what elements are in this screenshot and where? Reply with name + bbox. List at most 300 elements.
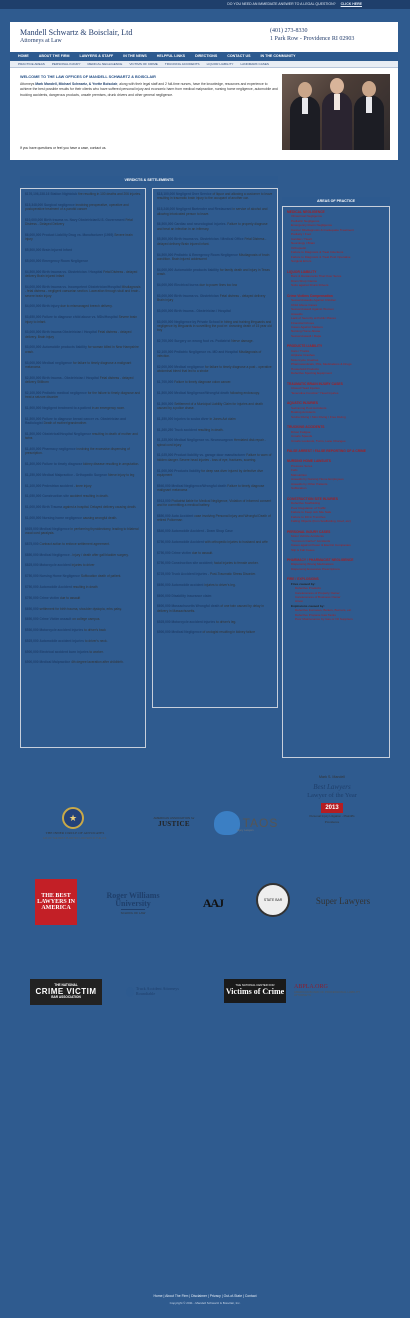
verdict-case: Failure to timely diagnose: [42, 462, 83, 467]
verdict-case: Automobile Accident: [39, 584, 72, 589]
award-title: Lawyer of the Year: [307, 792, 357, 800]
practice-link[interactable]: Assaults by Nursing Home Employees: [291, 477, 344, 482]
practice-link[interactable]: Driver Fatigue: [291, 429, 311, 434]
click-here-link[interactable]: CLICK HERE: [340, 2, 362, 7]
verdict-case: Surgical negligence: [43, 202, 75, 207]
verdict-detail: involving the excessive dispensing of prescription.: [25, 447, 130, 456]
practice-group: [287, 210, 385, 264]
practice-link[interactable]: Failure to Diagnosis & Treat Post Operative: [291, 254, 351, 259]
practice-link[interactable]: Pressure Sores: [291, 463, 313, 468]
practice-link[interactable]: Sexual Assault / Rape: [291, 333, 322, 338]
verdict-amount: $750,000: [157, 561, 171, 566]
verdict-item: [157, 339, 273, 343]
practice-link[interactable]: Defective Sporting Equipment: [291, 371, 332, 376]
practice-link[interactable]: Cardiac / Heart: [291, 236, 312, 241]
verdict-amount: $1,000,000: [25, 505, 42, 510]
nav-item[interactable]: HELPFUL LINKS: [156, 54, 186, 59]
ncvb-bottom: BAR ASSOCIATION: [51, 995, 81, 1000]
practice-link[interactable]: Falls: [291, 468, 298, 473]
verdict-detail: due to assault.: [190, 550, 214, 555]
verdict-case: Pedestrian accident: [42, 483, 73, 488]
practice-link[interactable]: Pharmaceuticals, Pills, Medications & Drugs: [291, 362, 352, 367]
practice-link[interactable]: Poor Maintenance by Gas or Oil Suppliers: [295, 617, 353, 622]
award-year: 2013: [321, 803, 342, 813]
practice-group-heading[interactable]: TRAUMATIC BRAIN INJURY CASES: [287, 381, 343, 386]
subnav-item[interactable]: PRACTICE AREAS: [18, 61, 45, 66]
verdict-amount: $850,000: [157, 513, 171, 518]
subnav-item[interactable]: PERSONAL INJURY: [51, 61, 81, 66]
practice-link[interactable]: Lack of Security at Public Places: [291, 316, 336, 321]
verdict-case: Auto Accident: [171, 513, 194, 518]
practice-link[interactable]: Cancer Misdiagnosis & Inadequate Treatment: [291, 227, 354, 232]
subnav-item[interactable]: MEDICAL NEGLIGENCE: [87, 61, 123, 66]
roundtable-icon: [126, 987, 134, 997]
verdict-case: Truck Accident Injuries: [171, 572, 208, 577]
practice-link[interactable]: Child Abuse Cases: [291, 302, 318, 307]
taos-logo[interactable]: [206, 809, 286, 837]
verdict-detail: for family death and injury in Texas crash.: [157, 267, 270, 277]
ncvb-main: CRIME VICTIM: [35, 986, 97, 996]
award-brand: Best Lawyers: [313, 782, 351, 791]
footer-links[interactable]: Home | About The Firm | Disclaimer | Privacy | Out-of-State | Contact: [153, 1294, 257, 1298]
intro-section: [10, 68, 398, 160]
phone-number[interactable]: (401) 273-8330: [270, 28, 308, 34]
verdict-detail: injuries to driver: [70, 563, 95, 568]
subnav-item[interactable]: TRUCKING ACCIDENTS: [164, 61, 200, 66]
verdict-case: Nursing Home Negligence: [39, 574, 80, 579]
verdict-detail: for failure to timely diagnose a malignant melanoma.: [25, 360, 132, 369]
verdict-item: [25, 304, 141, 308]
site-footer: [0, 1290, 410, 1314]
verdict-case: Birth trauma vs. Obstetrician: [174, 293, 219, 298]
aaj-logo-top: AMERICAN ASSOCIATION for: [153, 816, 195, 821]
verdict-amount: $2,000,000: [157, 364, 174, 369]
verdict-detail: on college campus.: [71, 617, 101, 622]
roger-williams-logo[interactable]: [102, 891, 164, 917]
verdict-case: Medical Malpractice - Orthopedic Surgeon: [42, 472, 108, 477]
top-banner: [0, 0, 410, 9]
verdict-case: Medical negligence: [174, 364, 204, 369]
practice-link[interactable]: Carelessness of Business Owner: [295, 594, 341, 599]
verdict-item: [25, 259, 141, 263]
practice-link[interactable]: Suffocation: [291, 486, 307, 491]
verdict-detail: kidney disease resulting in amputation.: [82, 462, 140, 467]
verdict-item: [25, 315, 141, 324]
verdict-case: Failure to diagnose child abuse vs. MDs/Hospital: [42, 315, 118, 320]
verdict-case: Construction site accident: [171, 561, 213, 566]
verdict-item: [157, 529, 273, 533]
verdict-amount: $10,000,000: [25, 217, 44, 222]
verdicts-column-right: [152, 188, 278, 708]
nav-item[interactable]: LAWYERS & STAFF: [79, 54, 114, 59]
practice-link[interactable]: Swimming Pool Accidents: [291, 405, 327, 410]
verdict-case: Electrical accident burn injuries: [39, 649, 89, 654]
verdict-amount: $850,000: [25, 552, 39, 557]
crime-victim-bar-logo[interactable]: [30, 979, 102, 1005]
verdict-amount: $6,500,000: [157, 222, 174, 227]
subnav-item[interactable]: LANDMARK CASES: [240, 61, 269, 66]
subnav-item[interactable]: VICTIMS OF CRIME: [129, 61, 158, 66]
verdict-case: Automobile accident injuries: [39, 638, 84, 643]
verdict-item: [25, 361, 141, 370]
nav-item[interactable]: HOME: [18, 54, 29, 59]
practice-link[interactable]: Pediatric Negligence: [291, 218, 320, 223]
verdict-case: Medical Negligence/Wrongful death: [171, 483, 227, 488]
practice-group-heading[interactable]: PERSONAL INJURY CASES: [287, 529, 331, 534]
practice-link[interactable]: Airplane Crashes: [291, 353, 315, 358]
practice-link[interactable]: Defective Propane Gas Tanks: [295, 612, 336, 617]
practice-group-heading[interactable]: NURSING HOME LAWSUITS: [287, 459, 331, 464]
practice-group: [287, 425, 385, 443]
verdict-item: [157, 417, 273, 421]
verdict-amount: $3,000,000: [25, 345, 42, 350]
practice-link[interactable]: Poor Regulation of Traffic: [291, 505, 326, 510]
verdict-case: Medical Negligence: [171, 630, 202, 635]
practice-group-heading[interactable]: MEDICAL NEGLIGENCE: [287, 210, 325, 214]
practice-link[interactable]: Surgical Errors: [291, 259, 312, 264]
practice-link[interactable]: Sexual Assault Against Women: [291, 307, 334, 312]
practice-link[interactable]: Dispensing Wrong Medications: [291, 562, 334, 567]
practice-link[interactable]: Arson: [295, 599, 304, 604]
verdict-detail: in Jones Act claim: [208, 416, 236, 421]
verdict-amount: $530,000: [25, 628, 39, 633]
verdict-case: Birth injury: [42, 304, 60, 309]
verdict-amount: $4,000,000: [157, 267, 174, 272]
nav-item[interactable]: IN THE COMMUNITY: [260, 54, 296, 59]
verdict-detail: Misdiagnosis of infection.: [157, 349, 262, 359]
super-lawyers-logo[interactable]: Super Lawyers: [315, 895, 371, 906]
verdict-case: Disability insurance claim: [171, 593, 212, 598]
verdict-case: Medical Negligence: [39, 526, 70, 531]
practice-group-heading[interactable]: CONSTRUCTION SITE INJURIES: [287, 496, 338, 501]
verdict-item: [157, 391, 273, 395]
practice-group-heading[interactable]: PRODUCTS LIABILITY: [287, 344, 323, 349]
intro-lead: Attorneys: [20, 82, 36, 86]
aaj-logo-main: JUSTICE: [158, 820, 190, 829]
verdict-amount: $650,000: [25, 617, 39, 622]
verdict-amount: $1,900,000: [25, 405, 42, 410]
practice-link[interactable]: Emergency Room Negligence: [291, 223, 333, 228]
verdict-amount: $750,000: [25, 595, 39, 600]
verdict-amount: $725,000: [157, 572, 171, 577]
verdict-case: Birth trauma vs. Incompetent Obstetrician/Hospital: [42, 284, 121, 289]
verdict-case: Obstetrical/Hospital Negligence: [42, 431, 92, 436]
verdict-detail: Nerve damage.: [230, 339, 254, 344]
practice-link[interactable]: Defective Products: [295, 586, 321, 591]
practice-link[interactable]: Orthopedic: [291, 245, 307, 250]
practice-link[interactable]: Dispensing Excessive Prescriptions: [291, 566, 340, 571]
verdict-detail: to driver's leg.: [215, 619, 237, 624]
attorneys-photo: [282, 74, 390, 150]
practice-link[interactable]: Podiatry / Foot: [291, 232, 312, 237]
practice-link[interactable]: Financial Crimes: [291, 320, 315, 325]
verdict-detail: resulting in death of mother and twins: [25, 431, 138, 441]
practice-link[interactable]: Cars / Trucks: [291, 348, 310, 353]
practice-link[interactable]: Scuba Diving / Skin Diving / Free Diving: [291, 414, 346, 419]
verdict-detail: Suffocation death of patient.: [79, 574, 122, 579]
verdict-item: [25, 432, 141, 441]
verdict-item: [25, 639, 141, 643]
nav-item[interactable]: ABOUT THE FIRM: [38, 54, 70, 59]
verdict-item: [25, 391, 141, 400]
verdict-amount: $1,500,000: [25, 416, 42, 421]
inner-circle-caption: THE INNER CIRCLE OF ADVOCATES: [45, 831, 105, 835]
verdict-amount: $1,300,000: [25, 462, 42, 467]
verdict-item: [157, 402, 273, 411]
nav-item[interactable]: DIRECTIONS: [195, 54, 218, 59]
verdict-case: Pediatric medical negligence: [42, 390, 87, 395]
verdict-amount: $1,250,000: [25, 472, 42, 477]
practice-group-heading[interactable]: LIQUOR LIABILITY: [287, 269, 317, 274]
nav-item[interactable]: IN THE NEWS: [123, 54, 147, 59]
practice-group: [287, 270, 385, 288]
practice-group: [287, 558, 385, 571]
verdict-item: [25, 248, 141, 252]
rwu-line3: SCHOOL OF LAW: [120, 911, 146, 916]
practice-link[interactable]: Slip & Fall Cases: [291, 547, 315, 552]
practice-link[interactable]: Unsafe Speeds: [291, 434, 313, 439]
verdict-case: Crime Victim assault: [39, 617, 72, 622]
bar-seal-text: STATE BAR: [263, 897, 283, 902]
verdict-case: Motorcycle accident: [39, 563, 71, 568]
verdict-amount: $3,000,000: [157, 308, 174, 313]
verdict-item: [25, 406, 141, 410]
verdict-case: Automobile products liability: [174, 267, 219, 272]
verdict-case: Negligent treatment to a patient: [42, 405, 91, 410]
award-category: Personal Injury Litigation - Plaintiffs: [309, 814, 355, 819]
verdict-case: Pediatric & Emergency Room Negligence: [174, 252, 238, 257]
verdict-item: [25, 607, 141, 611]
verdict-detail: Fetal Distress - delayed delivery Brain injured infant: [25, 269, 138, 279]
verdict-detail: ; facial injuries to female worker.: [212, 561, 259, 566]
abpla-logo[interactable]: [294, 979, 376, 1001]
verdict-amount: $525,000: [157, 619, 171, 624]
aaj-justice-logo[interactable]: [145, 813, 203, 833]
verdict-detail: of one twin caused by delay in delivery in Massachusetts.: [157, 604, 264, 613]
verdict-detail: Severe brain injury: [25, 233, 133, 242]
verdict-detail: following endoscopy.: [229, 390, 260, 395]
vic-top: THE NATIONAL CENTER FOR: [235, 982, 275, 987]
verdict-detail: for failure to timely diagnose a post - operative abdominal bleed that led to a stroke: [157, 364, 272, 374]
practice-link[interactable]: Falling Objects (from Scaffolding, Roof, etc): [291, 519, 351, 524]
verdict-amount: $18,100,000: [157, 192, 176, 196]
practice-link[interactable]: Assaults by Other Patients: [291, 481, 328, 486]
verdict-case: Birth trauma - Obstetrician / Hospital: [42, 375, 99, 380]
bar-seal-icon[interactable]: [256, 883, 290, 917]
verdict-item: [157, 320, 273, 333]
verdict-detail: - injury / death after gall bladder surgery.: [69, 552, 129, 557]
verdict-detail: settlement for birth trauma, shoulder dystopia, erbs palsy.: [39, 606, 122, 611]
practice-group-heading[interactable]: TRUCKING ACCIDENTS: [287, 425, 325, 430]
rwu-line2: University: [115, 899, 151, 909]
verdict-case: Motorcycle accident injuries: [39, 628, 84, 633]
practice-link[interactable]: Cases against Power & Electric Companies: [291, 543, 351, 548]
vic-main: Victims of Crime: [225, 987, 285, 997]
verdict-item: [157, 514, 273, 523]
verdict-item: [25, 650, 141, 654]
verdict-amount: $2,700,000: [157, 339, 174, 344]
practice-link[interactable]: "Common Carrier" Accidents: [291, 538, 331, 543]
verdict-detail: to driver's back: [83, 628, 106, 633]
verdict-amount: $600,000: [157, 604, 171, 609]
affiliation-logos: [10, 767, 398, 1287]
verdict-case: Medical negligence: [42, 360, 72, 365]
verdict-amount: $500,000: [25, 660, 39, 665]
verdict-item: [157, 630, 273, 634]
verdict-case: Medical Negligence vs. Neurosurgeon: [174, 438, 233, 443]
taos-logo-subtext: Injury Lawyers: [237, 829, 254, 832]
practice-group-heading[interactable]: Crime Victims Compensation: [287, 293, 333, 298]
intro-body: , along with their legal staff and 2 full-time nurses, have the knowledge, resources and experience to achieve the best possible results for their clients who have suffered personal injury and economic harm from medical malpractice, nursing home negligence, automobile and trucking accidents, dangerous products, unsafe premises, drunk drivers and other general negligence.: [20, 82, 278, 97]
verdict-item: [25, 376, 141, 385]
verdict-item: [25, 494, 141, 498]
verdict-detail: against a hospital. Delayed delivery causing death.: [62, 505, 137, 510]
practice-group: [287, 344, 385, 375]
practice-areas-heading: AREAS OF PRACTICE: [282, 197, 390, 205]
practice-link[interactable]: Assaults: [291, 311, 303, 316]
verdict-amount: $1,700,000: [157, 380, 174, 385]
verdict-detail: of liquor and allowing a customer to leave resulting in traumatic brain injury to the occupant of another car.: [157, 192, 273, 201]
verdict-amount: $6,000,000: [25, 233, 42, 238]
verdict-item: [157, 222, 273, 231]
practice-link[interactable]: Sexual Assaults Against Children: [291, 298, 337, 303]
verdict-detail: Death of mother/grandmother.: [42, 421, 87, 426]
practice-group-heading[interactable]: FALSE ARREST / FALSE REPORTING OF A CRIME: [287, 448, 366, 453]
practice-link[interactable]: Suits against Drunk Drivers: [291, 283, 329, 288]
sub-nav: [10, 61, 398, 68]
inner-circle-seal-icon[interactable]: ★: [62, 807, 84, 829]
victims-of-crime-logo[interactable]: [224, 979, 286, 1003]
best-lawyers-award[interactable]: [296, 775, 368, 861]
verdict-detail: Settlement of a Municipal Liability Claim for injuries and death caused by a police chase.: [157, 401, 263, 410]
practice-link[interactable]: Nursing Home Abuse: [291, 329, 321, 334]
verdict-case: Construction site: [42, 494, 69, 499]
practice-link[interactable]: Unsafe Lookouts, Turns, Lane Changes: [291, 438, 346, 443]
attorney-figure: [354, 95, 384, 150]
practice-link[interactable]: Failure to Fill in Trenches: [291, 514, 326, 519]
verdict-detail: Fetal Distress - delayed delivery Brain injured infant.: [157, 237, 267, 246]
verdict-case: Birth trauma vs. Obstetrician / Hospital: [42, 269, 103, 274]
practice-link[interactable]: Motorcycle Crashes: [291, 357, 319, 362]
verdict-item: [157, 583, 273, 587]
practice-group-heading[interactable]: PHARMACY / PHARMACIST NEGLIGENCE: [287, 558, 354, 562]
verdict-case: Electrical burns: [174, 282, 199, 287]
practice-group: [287, 530, 385, 552]
firm-name[interactable]: Mandell Schwartz & Boisclair, Ltd: [20, 28, 133, 37]
verdict-detail: causing wrongful death.: [81, 516, 118, 520]
verdict-item: [25, 527, 141, 536]
practice-link[interactable]: "Executive Function" Head Injuries: [291, 390, 339, 395]
verdict-case: Pharmacy negligence: [42, 447, 76, 452]
verdict-case: Automobile accident: [171, 582, 204, 587]
verdict-case: Injuries to scuba diver: [174, 416, 209, 421]
verdict-item: [25, 516, 141, 520]
best-lawyers-in-america-logo[interactable]: [35, 879, 77, 925]
practice-group-heading[interactable]: FIRE / EXPLOSIONS: [287, 577, 319, 582]
verdict-detail: due to assault: [58, 595, 81, 600]
practice-link[interactable]: Obstetrical Negligence: [291, 214, 323, 219]
practice-link[interactable]: Motor Vehicle Accidents: [291, 534, 324, 539]
practice-link[interactable]: Malnutrition: [291, 472, 307, 477]
practice-group-heading[interactable]: AQUATIC INJURIES: [287, 401, 318, 406]
verdict-case: Medical Malpractice: [39, 660, 71, 665]
nav-item[interactable]: CONTACT US: [227, 54, 251, 59]
verdict-detail: Failure to timely diagnose malignant melanoma: [157, 483, 265, 493]
verdict-case: Massachusetts Wrongful death: [171, 604, 220, 609]
verdict-amount: $15,246,000: [157, 207, 176, 212]
verdict-item: [157, 572, 273, 576]
aaj-logo[interactable]: AAJ: [202, 895, 224, 910]
practice-areas-list: [282, 206, 390, 758]
verdict-case: Motorcycle accident injuries: [171, 619, 216, 624]
verdict-detail: due to mismanaged breech delivery.: [59, 304, 113, 309]
practice-link[interactable]: Bars & Restaurants That Over Serve: [291, 274, 342, 279]
verdict-item: [25, 505, 141, 509]
site-header: [10, 22, 398, 52]
verdict-amount: $1,500,000: [25, 431, 42, 436]
verdict-amount: $913,000: [157, 498, 171, 503]
practice-link[interactable]: Failure to Keep Job Site Safe: [291, 510, 332, 515]
practice-link[interactable]: Household Products: [291, 366, 319, 371]
verdict-detail: Misdiagnosis of brain condition. Brain injured adolescent: [157, 252, 270, 261]
verdict-detail: in an emergency room.: [90, 405, 126, 410]
verdict-case: Medical Negligence: [39, 552, 70, 557]
verdict-amount: $4,000,000: [157, 282, 174, 287]
practice-link[interactable]: Boating Accidents: [291, 410, 316, 415]
practice-link[interactable]: Defective Furnaces, Boilers, Burners, etc: [295, 608, 352, 613]
verdict-amount: $1,000,000: [25, 516, 42, 520]
verdict-detail: of urologist resulting in kidney failure: [201, 630, 256, 635]
verdict-item: [25, 233, 141, 242]
verdict-amount: $525,000: [25, 638, 39, 643]
practice-link[interactable]: Defective Scaffolding: [291, 501, 321, 506]
verdict-detail: involving preoperative, operative and postoperative treatment of a parotid cancer: [25, 202, 129, 212]
best-lawyers-text: THE BEST LAWYERS IN AMERICA: [37, 892, 75, 912]
practice-link[interactable]: Failure to Diagnosis & Treat Infections: [291, 250, 344, 255]
verdict-detail: in hiring and training lifeguards and negligence by lifeguards in surveilling the pool re: drowning death of 15 year old boy: [157, 319, 272, 333]
practice-link[interactable]: Cases Against Stalkers: [291, 325, 323, 329]
subnav-item[interactable]: LIQUOR LIABILITY: [206, 61, 234, 66]
verdict-item: [157, 561, 273, 565]
verdict-amount: $1,260,250: [157, 427, 174, 432]
practice-link[interactable]: Dram Shop Claims: [291, 278, 317, 283]
verdict-item: [25, 484, 141, 488]
practice-link[interactable]: Closed Head Injuries: [291, 386, 320, 391]
verdict-item: [157, 428, 273, 432]
verdict-amount: $3,000,000: [25, 360, 42, 365]
verdict-item: [157, 309, 273, 313]
truck-accident-roundtable-logo[interactable]: [126, 981, 186, 1003]
verdict-amount: $2,100,000: [25, 390, 42, 395]
ncvb-top: THE NATIONAL: [54, 983, 78, 988]
verdicts-column-left: [20, 188, 146, 748]
verdict-case: Negligence by Private School: [174, 319, 220, 324]
verdict-amount: $2,300,000: [25, 375, 42, 380]
attorney-names[interactable]: Mark Mandell, Michael Schwartz, & Yvette Boisclair: [35, 82, 118, 86]
verdict-item: [157, 594, 273, 598]
verdict-detail: case involving Personal Injury and Wrongful Death of retired Policeman: [157, 513, 271, 523]
verdict-detail: Herniated disk repair - spinal cord injury: [157, 438, 266, 447]
practice-link[interactable]: Neurology / Brain: [291, 241, 315, 246]
practice-link[interactable]: Carelessness of Property Owner: [295, 590, 340, 595]
verdict-case: Birth trauma vs. Obstetrician / Medical Office: [174, 237, 244, 242]
abpla-main: ABPLA.ORG: [294, 983, 328, 990]
verdict-amount: $3,000,000: [157, 293, 174, 298]
verdict-case: Birth trauma vs. Navy Obstetrician/U.S. Government: [43, 217, 125, 222]
practice-group: [287, 459, 385, 490]
verdict-amount: $500,000: [157, 630, 171, 635]
verdict-case: Automobile products liability: [42, 345, 87, 350]
